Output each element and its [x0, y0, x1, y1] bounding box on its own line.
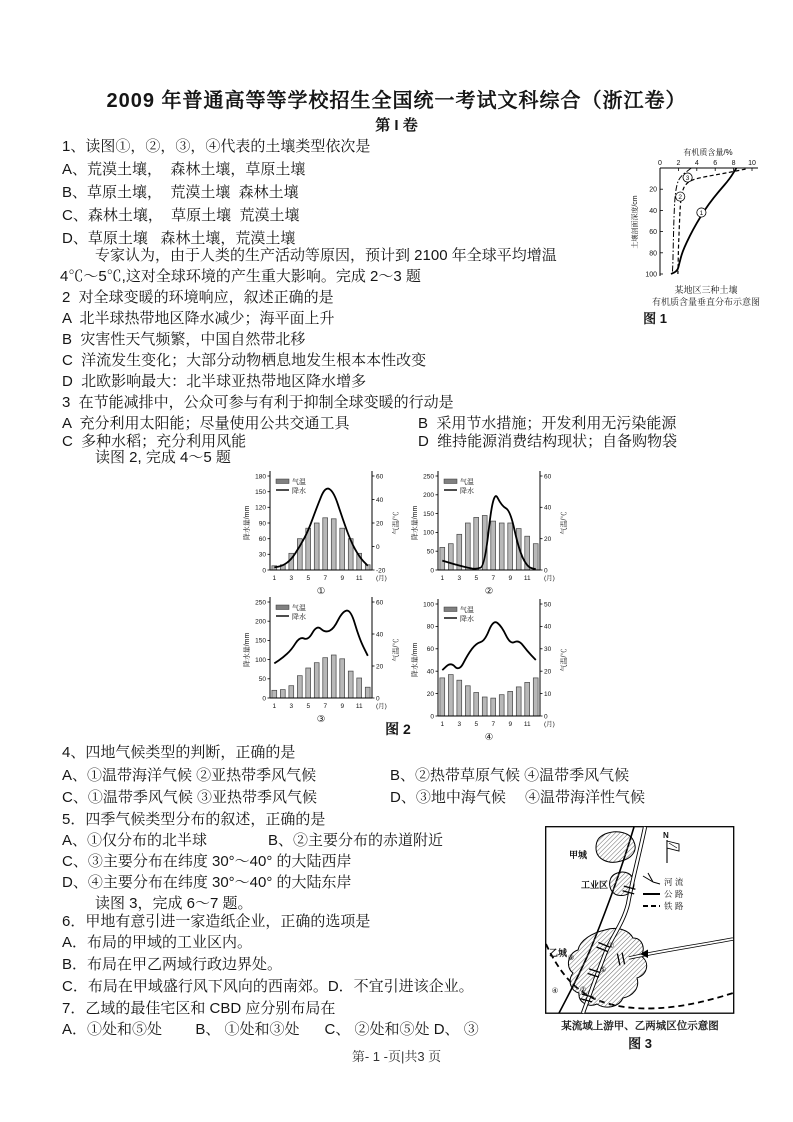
text-line: B．布局在甲乙两域行政边界处。 [62, 956, 283, 973]
svg-text:0: 0 [544, 567, 548, 575]
svg-text:20: 20 [649, 186, 657, 194]
svg-text:11: 11 [523, 721, 531, 728]
svg-text:②: ② [579, 985, 587, 994]
svg-text:180: 180 [255, 473, 266, 481]
svg-text:40: 40 [426, 668, 434, 676]
svg-text:100: 100 [255, 656, 266, 664]
label-jiacheng: 甲城 [569, 850, 588, 860]
figure3-map [545, 826, 735, 1016]
svg-text:1: 1 [272, 575, 277, 582]
svg-text:气温: 气温 [292, 605, 306, 612]
svg-text:②: ② [484, 586, 494, 597]
svg-text:60: 60 [376, 599, 384, 607]
figure2-label: 图 2 [385, 721, 411, 737]
section-heading: 第 I 卷 [375, 117, 418, 134]
label-gongyequ: 工业区 [581, 880, 609, 890]
page-title: 2009 年普通高等等学校招生全国统一考试文科综合（浙江卷） [106, 90, 687, 112]
figure3-caption: 某流域上游甲、乙两城区位示意图 [561, 1020, 719, 1032]
svg-text:250: 250 [255, 599, 266, 607]
svg-text:气温/℃: 气温/℃ [393, 638, 400, 662]
text-line: C、森林土壤， 草原土壤 荒漠土壤 [62, 207, 300, 224]
text-line: C 洋流发生变化；大部分动物栖息地发生根本本性改变 [62, 352, 427, 369]
svg-text:③: ③ [567, 953, 575, 962]
text-line: A．布局的甲域的工业区内。 [62, 934, 253, 951]
svg-text:90: 90 [258, 520, 266, 528]
svg-text:3: 3 [289, 703, 294, 710]
svg-text:30: 30 [258, 551, 266, 559]
climate-chart-1 [240, 468, 408, 607]
svg-text:降水量/mm: 降水量/mm [244, 505, 251, 541]
svg-text:0: 0 [376, 695, 380, 703]
svg-text:9: 9 [508, 575, 513, 582]
svg-text:60: 60 [649, 229, 657, 237]
svg-text:150: 150 [255, 489, 266, 496]
svg-text:(月): (月) [376, 703, 387, 710]
svg-text:40: 40 [376, 496, 384, 504]
svg-text:降水: 降水 [460, 616, 474, 623]
text-line: 1、读图①，②，③，④代表的土壤类型依次是 [62, 138, 371, 155]
svg-text:降水: 降水 [460, 488, 474, 495]
text-line: C、③主要分布在纬度 30°～40° 的大陆西岸 [62, 853, 352, 870]
svg-text:0: 0 [376, 543, 380, 551]
svg-text:100: 100 [645, 271, 657, 279]
svg-text:①: ① [316, 586, 326, 597]
figure3-label: 图 3 [628, 1036, 652, 1051]
text-line: 读图 2, 完成 4～5 题 [95, 449, 231, 466]
text-line: B、草原土壤， 荒漠土壤 森林土壤 [62, 184, 299, 201]
svg-text:100: 100 [423, 601, 434, 609]
svg-text:气温/℃: 气温/℃ [561, 648, 568, 672]
svg-text:150: 150 [255, 637, 266, 645]
climate-chart-1 [240, 468, 408, 602]
svg-text:30: 30 [544, 646, 552, 654]
svg-text:60: 60 [376, 473, 384, 481]
svg-text:60: 60 [258, 536, 266, 543]
text-line: A 北半球热带地区降水减少；海平面上升 [62, 310, 335, 327]
svg-text:(月): (月) [544, 721, 555, 728]
text-line: 6．甲地有意引进一家造纸企业，正确的选项是 [62, 913, 371, 930]
svg-text:气温: 气温 [460, 479, 474, 486]
svg-text:1: 1 [699, 209, 704, 217]
text-line: A、①温带海洋气候 ②亚热带季风气候 [62, 767, 317, 784]
svg-text:降水量/mm: 降水量/mm [412, 505, 419, 541]
svg-text:8: 8 [731, 160, 736, 167]
text-line: A、荒漠土壤， 森林土壤，草原土壤 [62, 161, 306, 178]
text-line: C．布局在甲域盛行风下风向的西南郊。D．不宜引进该企业。 [62, 978, 474, 995]
svg-text:7: 7 [323, 575, 328, 582]
text-line: A．①处和⑤处 B、 ①处和③处 C、 ②处和⑤处 D、 ③ [62, 1021, 479, 1038]
svg-text:50: 50 [544, 601, 552, 609]
svg-text:5: 5 [474, 721, 479, 728]
svg-text:120: 120 [255, 504, 266, 512]
text-line: C、①温带季风气候 ③亚热带季风气候 [62, 789, 318, 806]
text-line: D 北欧影响最大：北半球亚热带地区降水增多 [62, 373, 367, 390]
text-line: B、②热带草原气候 ④温带季风气候 [390, 767, 630, 784]
svg-text:3: 3 [457, 721, 462, 728]
svg-text:气温/℃: 气温/℃ [393, 511, 400, 535]
climate-chart-3 [240, 594, 408, 730]
svg-text:土壤剖面深度/cm: 土壤剖面深度/cm [632, 195, 639, 249]
svg-text:9: 9 [340, 575, 345, 582]
svg-text:(月): (月) [376, 575, 387, 582]
text-line: 5．四季气候类型分布的叙述，正确的是 [62, 811, 326, 828]
svg-text:0: 0 [658, 160, 662, 167]
svg-text:④: ④ [551, 986, 559, 995]
svg-text:0: 0 [430, 713, 434, 721]
svg-text:公 路: 公 路 [664, 889, 684, 899]
svg-text:降水: 降水 [292, 614, 306, 621]
figure1-label: 图 1 [643, 311, 667, 326]
soil-organic-profile [628, 146, 788, 282]
climate-chart-3 [240, 594, 408, 735]
text-line: 3 在节能减排中，公众可参与有利于抑制全球变暖的行动是 [62, 394, 454, 411]
svg-text:200: 200 [423, 492, 434, 500]
svg-text:80: 80 [649, 250, 657, 258]
text-line: 专家认为，由于人类的生产活动等原因，预计到 2100 年全球平均增温 [95, 247, 557, 264]
figure1-soil-profile-chart [628, 146, 788, 282]
svg-text:0: 0 [262, 695, 266, 703]
svg-text:N: N [663, 831, 669, 840]
svg-text:1: 1 [272, 703, 277, 710]
svg-text:50: 50 [426, 548, 434, 556]
text-line: B 灾害性天气频繁，中国自然带北移 [62, 331, 306, 348]
figure1-caption-line2: 有机质含量垂直分布示意图 [651, 297, 760, 307]
svg-text:降水: 降水 [292, 488, 306, 495]
text-line: C 多种水稻；充分利用风能 [62, 433, 247, 450]
svg-text:河 流: 河 流 [664, 877, 684, 887]
svg-text:9: 9 [340, 703, 345, 710]
svg-text:3: 3 [457, 575, 462, 582]
svg-text:0: 0 [430, 567, 434, 575]
svg-text:5: 5 [306, 575, 311, 582]
svg-text:气温: 气温 [460, 607, 474, 614]
svg-text:200: 200 [255, 618, 266, 626]
svg-text:100: 100 [423, 529, 434, 537]
svg-text:3: 3 [289, 575, 294, 582]
svg-text:0: 0 [262, 567, 266, 575]
text-line: 4℃～5℃,这对全球环境的产生重大影响。完成 2～3 题 [60, 268, 421, 285]
svg-text:9: 9 [508, 721, 513, 728]
svg-text:③: ③ [316, 714, 326, 725]
svg-text:0: 0 [544, 713, 548, 721]
svg-text:①: ① [607, 941, 615, 950]
svg-text:11: 11 [355, 575, 363, 582]
text-line: 2 对全球变暖的环境响应，叙述正确的是 [62, 289, 334, 306]
svg-text:降水量/mm: 降水量/mm [412, 642, 419, 678]
svg-text:7: 7 [491, 721, 496, 728]
svg-text:40: 40 [649, 207, 657, 215]
svg-text:250: 250 [423, 473, 434, 481]
svg-text:2: 2 [676, 160, 681, 167]
text-line: D 维持能源消费结构现状；自备购物袋 [418, 433, 678, 450]
svg-text:气温: 气温 [292, 479, 306, 486]
text-line: 4、四地气候类型的判断，正确的是 [62, 744, 296, 761]
svg-text:气温/℃: 气温/℃ [561, 511, 568, 535]
text-line: D、③地中海气候 ④温带海洋性气候 [390, 789, 646, 806]
climate-chart-2 [408, 468, 576, 607]
svg-text:1: 1 [440, 575, 445, 582]
svg-text:降水量/mm: 降水量/mm [244, 632, 251, 668]
svg-text:5: 5 [474, 575, 479, 582]
figure1-caption-line1: 某地区三种土壤 [674, 285, 738, 295]
svg-text:11: 11 [355, 703, 363, 710]
svg-text:(月): (月) [544, 575, 555, 582]
text-line: 读图 3，完成 6～7 题。 [95, 895, 253, 912]
svg-text:1: 1 [440, 721, 445, 728]
svg-text:5: 5 [306, 703, 311, 710]
svg-text:150: 150 [423, 510, 434, 518]
climate-chart-2 [408, 468, 576, 602]
svg-text:铁 路: 铁 路 [664, 901, 684, 911]
svg-text:有机质含量/%: 有机质含量/% [683, 148, 733, 157]
svg-text:4: 4 [694, 160, 699, 167]
svg-text:④: ④ [484, 732, 494, 743]
svg-text:20: 20 [544, 536, 552, 543]
svg-text:20: 20 [426, 690, 434, 698]
svg-text:20: 20 [544, 668, 552, 676]
svg-text:⑤: ⑤ [599, 965, 607, 974]
page-footer: 第- 1 -页|共3 页 [351, 1049, 442, 1064]
svg-text:80: 80 [426, 623, 434, 631]
city-jia-area [596, 832, 635, 862]
text-line: D、④主要分布在纬度 30°～40° 的大陆东岸 [62, 874, 352, 891]
text-line: D、草原土壤 森林土壤，荒漠土壤 [62, 230, 296, 247]
text-line: B 采用节水措施；开发利用无污染能源 [418, 415, 677, 432]
svg-text:60: 60 [544, 473, 552, 481]
svg-text:60: 60 [426, 646, 434, 654]
svg-text:3: 3 [685, 174, 690, 182]
text-line: A 充分利用太阳能；尽量使用公共交通工具 [62, 415, 350, 432]
svg-text:-20: -20 [376, 567, 386, 575]
svg-text:7: 7 [323, 703, 328, 710]
svg-text:50: 50 [258, 676, 266, 684]
svg-text:7: 7 [491, 575, 496, 582]
svg-text:11: 11 [523, 575, 531, 582]
svg-text:40: 40 [544, 504, 552, 512]
svg-text:6: 6 [713, 160, 718, 167]
text-line: B、②主要分布的赤道附近 [268, 832, 444, 849]
svg-text:2: 2 [678, 194, 683, 202]
svg-text:20: 20 [376, 663, 384, 671]
svg-text:40: 40 [376, 631, 384, 639]
label-yicheng: 乙城 [549, 948, 568, 958]
svg-text:40: 40 [544, 623, 552, 631]
svg-text:20: 20 [376, 520, 384, 528]
svg-text:10: 10 [748, 160, 756, 167]
text-line: 7．乙域的最佳宅区和 CBD 应分别布局在 [62, 1000, 336, 1017]
text-line: A、①仅分布的北半球 [62, 832, 208, 849]
svg-text:10: 10 [544, 690, 552, 698]
